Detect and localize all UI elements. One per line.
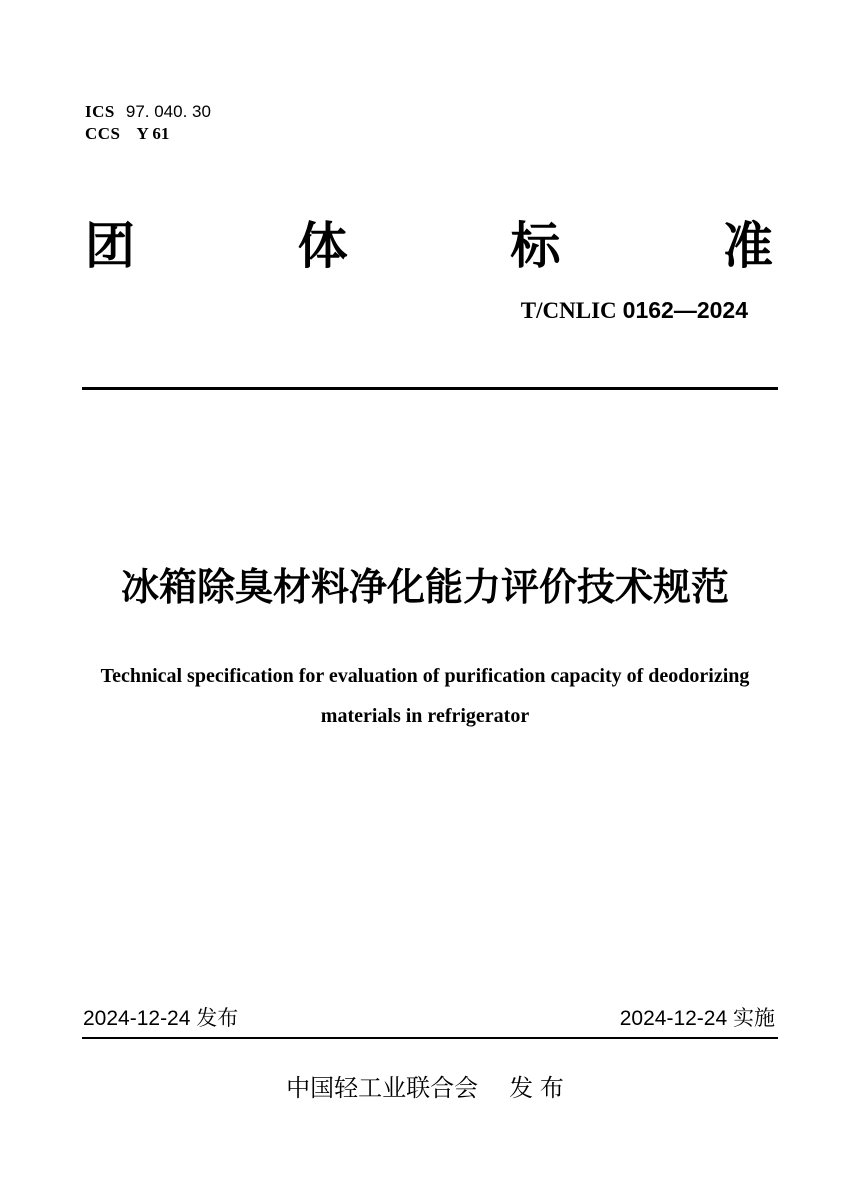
chinese-title: 冰箱除臭材料净化能力评价技术规范 <box>120 567 729 609</box>
doc-type-char: 准 <box>722 218 773 274</box>
english-title-line-1: Technical specification for evaluation of purification capacity of deodorizing <box>100 665 750 687</box>
standard-number-code: 0162—2024 <box>622 297 748 323</box>
classification-codes <box>85 101 211 145</box>
ccs-code-line <box>85 123 211 145</box>
implementation-date: 2024-12-24 实施 <box>619 1007 775 1030</box>
date-row <box>83 1006 775 1032</box>
english-title <box>0 656 850 736</box>
doc-type-char: 团 <box>85 218 135 274</box>
issue-date: 2024-12-24 发布 <box>83 1007 239 1030</box>
doc-type-char: 标 <box>510 218 561 274</box>
ccs-code-value: Y 61 <box>136 124 170 143</box>
english-title-line-2: materials in refrigerator <box>320 705 530 727</box>
publisher-line <box>0 1074 850 1104</box>
publisher-name: 中国轻工业联合会 <box>286 1075 479 1102</box>
ics-code-line <box>85 101 211 123</box>
top-rule <box>82 387 778 390</box>
ccs-label: CCS <box>85 124 121 143</box>
standard-number-prefix: T/CNLIC <box>520 298 617 323</box>
publish-label: 发 布 <box>509 1075 564 1102</box>
ics-label: ICS <box>85 102 115 121</box>
document-type-title <box>85 220 773 272</box>
standard-number <box>521 297 748 324</box>
bottom-rule <box>82 1037 778 1039</box>
ics-code-value: 97. 040. 30 <box>125 102 211 121</box>
doc-type-char: 体 <box>297 218 348 274</box>
